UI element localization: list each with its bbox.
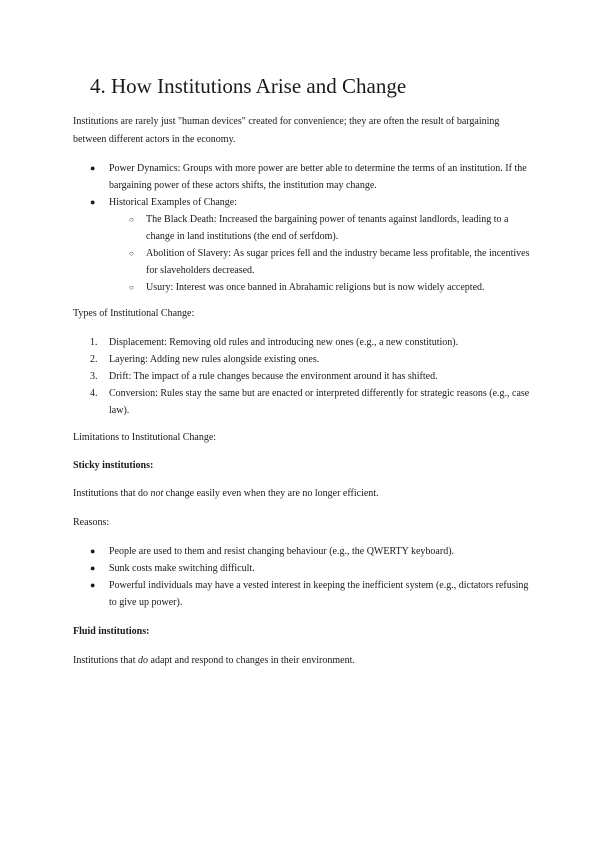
list-item-text: Historical Examples of Change: (109, 197, 238, 208)
circle-bullet-icon: ○ (129, 283, 134, 292)
list-item-text: Conversion: Rules stay the same but are enacted or interpreted differently for strategic reasons (e.g., case law). (109, 388, 530, 416)
list-item-text: The Black Death: Increased the bargaining power of tenants against landlords, leading to a change in land institutions (the end of serfdom). (146, 214, 509, 242)
list-item-text: Sunk costs make switching difficult. (109, 563, 255, 574)
list-number: 2. (90, 354, 98, 365)
page-title: 4. How Institutions Arise and Change (90, 74, 407, 98)
bullet-icon: ● (90, 163, 96, 173)
list-item-text: Power Dynamics: Groups with more power are better able to determine the terms of an institution. If the bargaining power of these actors shifts, the institution may change. (109, 163, 527, 191)
list-number: 4. (90, 388, 98, 399)
list-item-text: People are used to them and resist changing behaviour (e.g., the QWERTY keyboard). (109, 546, 455, 557)
list-item-text: Layering: Adding new rules alongside existing ones. (109, 354, 320, 365)
list-item-text: Abolition of Slavery: As sugar prices fell and the industry became less profitable, the incentives for slaveholders decreased. (146, 248, 530, 276)
fluid-description: Institutions that do adapt and respond to changes in their environment. (73, 655, 355, 666)
bullet-icon: ● (90, 546, 96, 556)
limitations-heading: Limitations to Institutional Change: (73, 432, 217, 443)
circle-bullet-icon: ○ (129, 249, 134, 258)
circle-bullet-icon: ○ (129, 215, 134, 224)
list-item-text: Displacement: Removing old rules and introducing new ones (e.g., a new constitution). (109, 337, 459, 348)
list-number: 1. (90, 337, 98, 348)
list-item-text: Drift: The impact of a rule changes because the environment around it has shifted. (109, 371, 438, 382)
sticky-heading: Sticky institutions: (73, 460, 154, 471)
reasons-heading: Reasons: (73, 517, 110, 528)
list-number: 3. (90, 371, 98, 382)
list-item-text: Usury: Interest was once banned in Abrahamic religions but is now widely accepted. (146, 282, 485, 293)
bullet-icon: ● (90, 197, 96, 207)
fluid-heading: Fluid institutions: (73, 626, 150, 637)
bullet-icon: ● (90, 563, 96, 573)
types-heading: Types of Institutional Change: (73, 308, 195, 319)
intro-paragraph: Institutions are rarely just "human devices" created for convenience; they are often the result of bargaining between different actors in the economy. (73, 116, 500, 145)
sticky-description: Institutions that do not change easily even when they are no longer efficient. (73, 488, 379, 499)
bullet-icon: ● (90, 580, 96, 590)
list-item-text: Powerful individuals may have a vested interest in keeping the inefficient system (e.g., dictators refusing to give up power). (109, 580, 529, 608)
